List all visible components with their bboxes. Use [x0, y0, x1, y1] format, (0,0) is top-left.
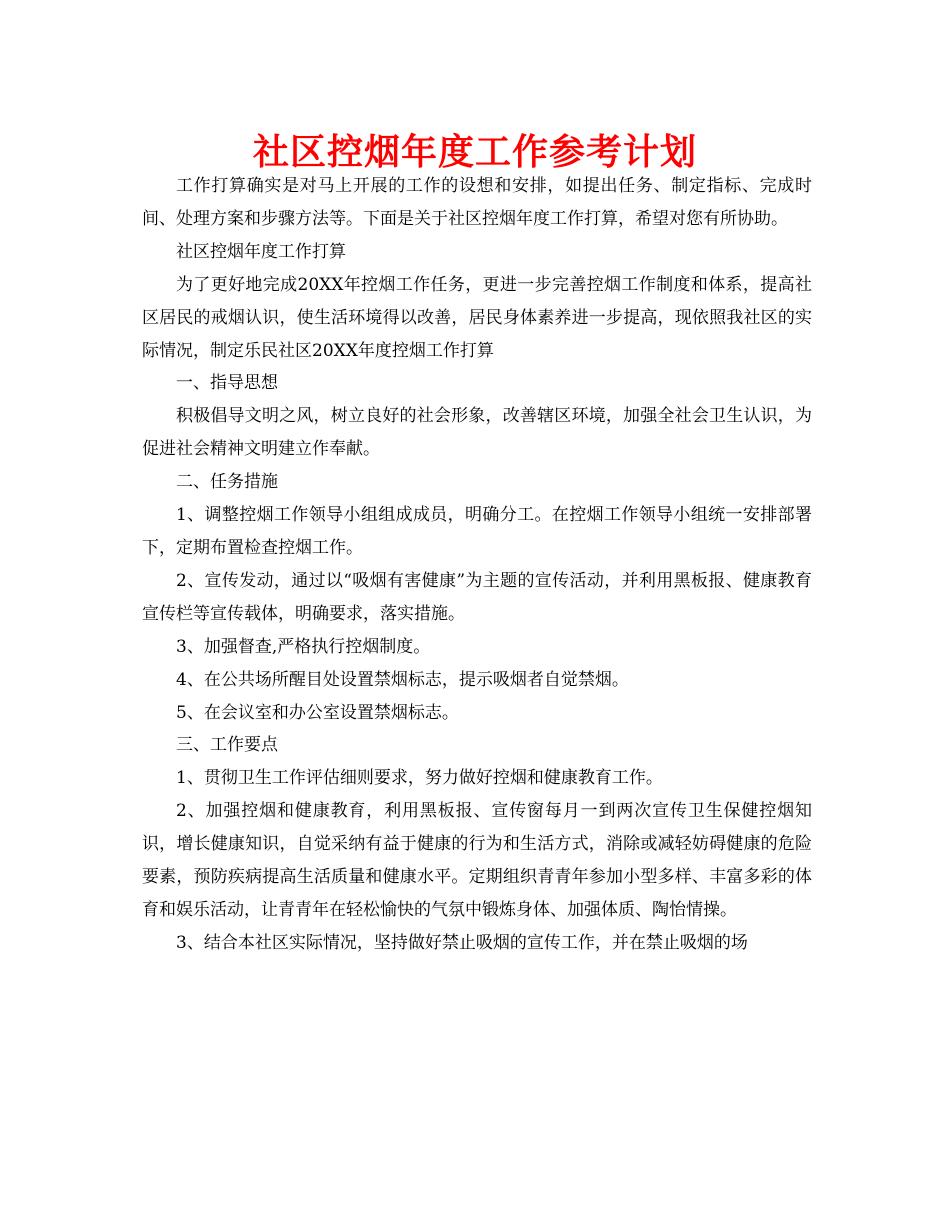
paragraph-guiding-ideology: 积极倡导文明之风，树立良好的社会形象，改善辖区环境，加强全社会卫生认识，为促进社会精神文明建立作奉献。	[142, 406, 812, 460]
document-title: 社区控烟年度工作参考计划	[252, 131, 697, 173]
section-heading-key-points: 三、工作要点	[176, 735, 278, 756]
document-body	[142, 170, 812, 960]
list-item-point-2: 2、加强控烟和健康教育，利用黑板报、宣传窗每月一到两次宣传卫生保健控烟知识，增长健康知识，自觉采纳有益于健康的行为和生活方式，消除或减轻妨碍健康的危险要素，预防疾病提高生活质量和健康水平。定期组织青青年参加小型多样、丰富多彩的体育和娱乐活动，让青青年在轻松愉快的气氛中锻炼身体、加强体质、陶怡情操。	[142, 801, 812, 920]
paragraph-heading-plan: 社区控烟年度工作打算	[176, 241, 346, 262]
list-item-task-4: 4、在公共场所醒目处设置禁烟标志，提示吸烟者自觉禁烟。	[176, 669, 629, 690]
paragraph-intro: 工作打算确实是对马上开展的工作的设想和安排，如提出任务、制定指标、完成时间、处理方案和步骤方法等。下面是关于社区控烟年度工作打算，希望对您有所协助。	[142, 176, 812, 229]
list-item-task-5: 5、在会议室和办公室设置禁烟标志。	[176, 702, 459, 723]
list-item-task-3: 3、加强督查,严格执行控烟制度。	[176, 636, 431, 657]
section-heading-guiding-ideology: 一、指导思想	[176, 373, 278, 394]
list-item-task-2: 2、宣传发动，通过以“吸烟有害健康”为主题的宣传活动，并利用黑板报、健康教育宣传栏等宣传载体，明确要求，落实措施。	[142, 570, 812, 624]
section-heading-tasks: 二、任务措施	[176, 472, 278, 493]
list-item-point-3: 3、结合本社区实际情况，坚持做好禁止吸烟的宣传工作，并在禁止吸烟的场	[176, 932, 748, 953]
list-item-task-1: 1、调整控烟工作领导小组组成成员，明确分工。在控烟工作领导小组统一安排部署下，定期布置检查控烟工作。	[142, 505, 812, 558]
paragraph-purpose: 为了更好地完成20XX年控烟工作任务，更进一步完善控烟工作制度和体系，提高社区居民的戒烟认识，使生活环境得以改善，居民身体素养进一步提高，现依照我社区的实际情况，制定乐民社区20XX年度控烟工作打算	[142, 274, 812, 361]
list-item-point-1: 1、贯彻卫生工作评估细则要求，努力做好控烟和健康教育工作。	[176, 768, 663, 789]
